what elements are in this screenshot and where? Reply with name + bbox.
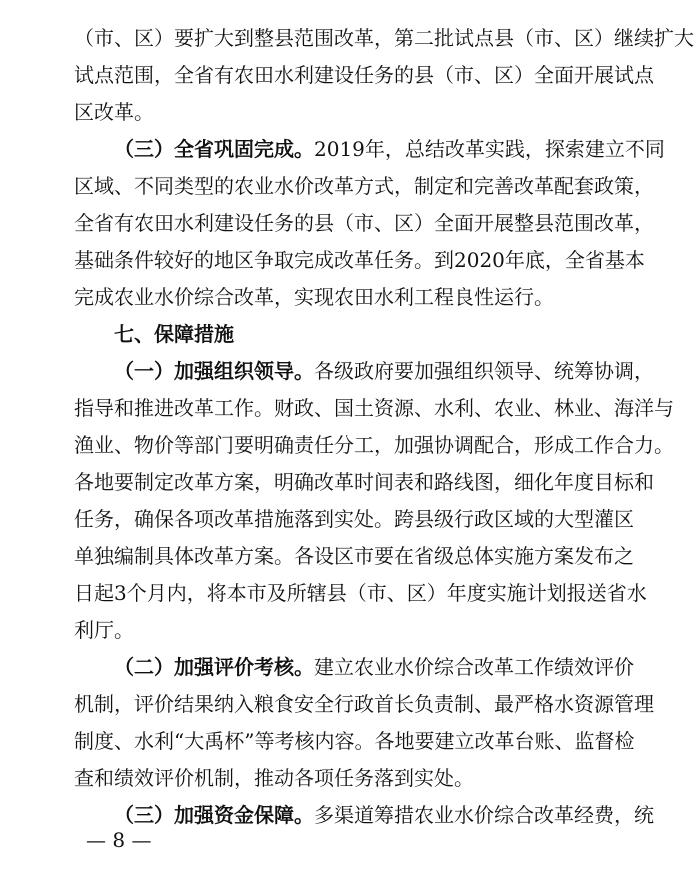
section-heading-safeguards: 七、保障措施 xyxy=(114,322,234,346)
subsection-1-organization xyxy=(74,353,654,390)
body-line-7: 基础条件较好的地区争取完成改革任务。到2020年底，全省基本 xyxy=(74,248,645,272)
subsection-text: 2019年，总结改革实践，探索建立不同 xyxy=(314,137,665,161)
body-line-15: 单独编制具体改革方案。各设区市要在省级总体实施方案发布之 xyxy=(74,544,634,568)
page-number: — 8 — xyxy=(86,828,152,852)
subsection-3-consolidate xyxy=(74,131,665,168)
subsection-text: 各级政府要加强组织领导、统筹协调， xyxy=(314,359,654,383)
subsection-heading: （一）加强组织领导。 xyxy=(114,359,314,383)
subsection-2-evaluation xyxy=(74,649,634,686)
body-line-14: 任务，确保各项改革措施落到实处。跨县级行政区域的大型灌区 xyxy=(74,507,634,531)
body-line-21: 查和绩效评价机制，推动各项任务落到实处。 xyxy=(74,766,474,790)
body-line-6: 全省有农田水利建设任务的县（市、区）全面开展整县范围改革， xyxy=(74,211,654,235)
body-line-3: 区改革。 xyxy=(74,100,154,124)
subsection-text: 建立农业水价综合改革工作绩效评价 xyxy=(314,655,634,679)
body-line-16: 日起3个月内，将本市及所辖县（市、区）年度实施计划报送省水 xyxy=(74,581,647,605)
subsection-heading: （三）加强资金保障。 xyxy=(114,803,314,827)
body-line-20: 制度、水利“大禹杯”等考核内容。各地要建立改革台账、监督检 xyxy=(74,729,635,753)
body-line-19: 机制，评价结果纳入粮食安全行政首长负责制、最严格水资源管理 xyxy=(74,692,654,716)
page-body xyxy=(74,20,694,834)
subsection-heading: （三）全省巩固完成。 xyxy=(114,137,314,161)
body-line-5: 区域、不同类型的农业水价改革方式，制定和完善改革配套政策， xyxy=(74,174,654,198)
body-line-11: 指导和推进改革工作。财政、国土资源、水利、农业、林业、海洋与 xyxy=(74,396,674,420)
subsection-text: 多渠道筹措农业水价综合改革经费，统 xyxy=(314,803,654,827)
body-line-17: 利厅。 xyxy=(74,618,134,642)
subsection-heading: （二）加强评价考核。 xyxy=(114,655,314,679)
body-line-12: 渔业、物价等部门要明确责任分工，加强协调配合，形成工作合力。 xyxy=(74,433,674,457)
subsection-3-funding xyxy=(74,797,654,834)
body-line-13: 各地要制定改革方案，明确改革时间表和路线图，细化年度目标和 xyxy=(74,470,654,494)
body-line-2: 试点范围，全省有农田水利建设任务的县（市、区）全面开展试点 xyxy=(74,63,654,87)
body-line-8: 完成农业水价综合改革，实现农田水利工程良性运行。 xyxy=(74,285,554,309)
body-line-1: （市、区）要扩大到整县范围改革，第二批试点县（市、区）继续扩大 xyxy=(74,26,694,50)
